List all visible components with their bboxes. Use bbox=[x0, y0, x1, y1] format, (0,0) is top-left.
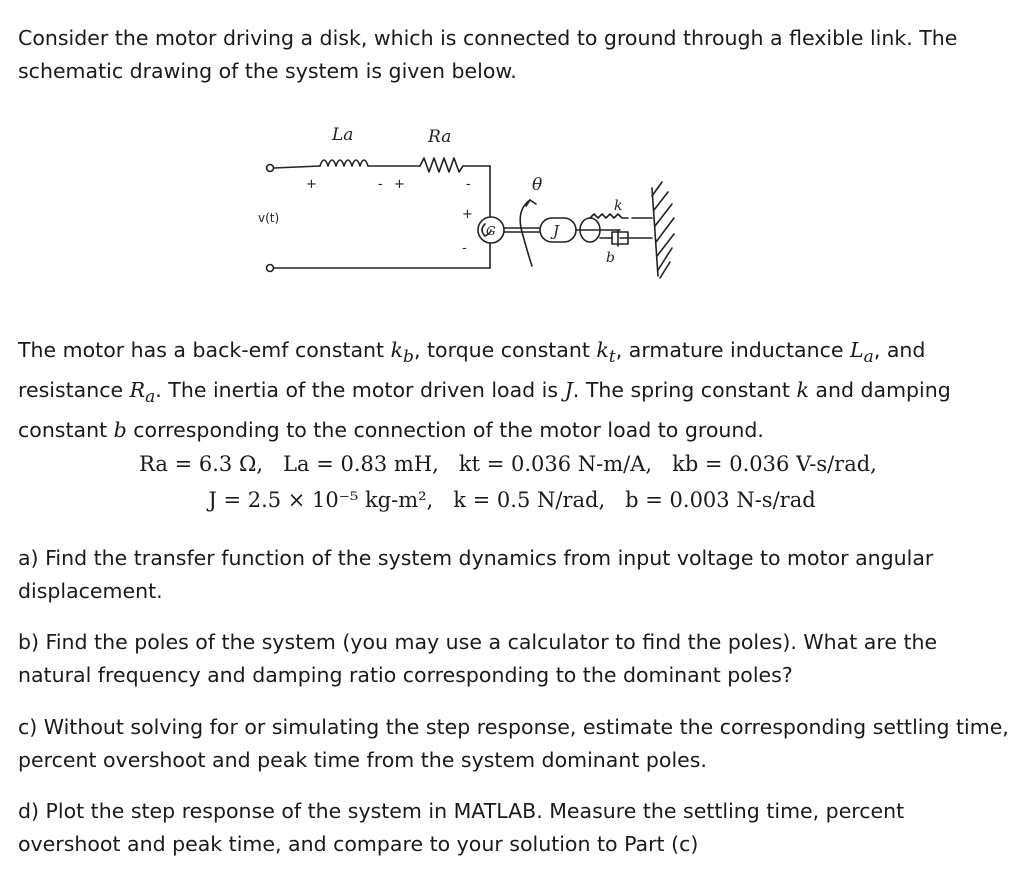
equation-line-2: J = 2.5 × 10⁻⁵ kg-m², k = 0.5 N/rad, b = 0.003 N-s/rad bbox=[208, 488, 816, 512]
label-minus2: - bbox=[466, 177, 471, 192]
motor-schematic bbox=[240, 118, 710, 290]
rotation-arrow bbox=[520, 200, 532, 266]
label-La: La bbox=[332, 125, 354, 145]
question-b: b) Find the poles of the system (you may use a calculator to find the poles). What are the natural frequency and damping ratio corresponding to the dominant poles? bbox=[18, 630, 938, 687]
symbol-k: k bbox=[796, 378, 809, 403]
parameter-equations bbox=[0, 446, 1024, 518]
spring bbox=[590, 214, 628, 218]
symbol-kt: $k_t$ bbox=[596, 338, 616, 368]
equation-line-1: Ra = 6.3 Ω, La = 0.83 mH, kt = 0.036 N-m/A, kb = 0.036 V-s/rad, bbox=[139, 452, 877, 476]
inductor-coil bbox=[320, 160, 368, 166]
symbol-J: J bbox=[564, 378, 573, 403]
description-paragraph: The motor has a back-emf constant $k_b$, torque constant $k_t$, armature inductance $L_a$, and resistance $R_a$. The inertia of the motor driven load is J. The spring constant k and damping constant b corresponding to the connection of the motor load to ground. bbox=[18, 338, 951, 443]
label-k: k bbox=[614, 198, 623, 214]
symbol-b: b bbox=[113, 418, 127, 443]
symbol-kb: $k_b$ bbox=[390, 338, 414, 368]
label-minus1: - bbox=[378, 177, 383, 192]
question-a: a) Find the transfer function of the system dynamics from input voltage to motor angular displacement. bbox=[18, 546, 934, 603]
label-plus2: + bbox=[394, 177, 405, 192]
label-minus3: - bbox=[462, 241, 467, 256]
label-G: G bbox=[486, 224, 496, 238]
top-terminal bbox=[267, 165, 274, 172]
ground-wall bbox=[652, 188, 658, 276]
bottom-terminal bbox=[267, 265, 274, 272]
symbol-Ra: $R_a$ bbox=[129, 378, 156, 408]
label-plus1: + bbox=[306, 177, 317, 192]
resistor-zigzag bbox=[420, 158, 463, 172]
label-b: b bbox=[606, 250, 615, 266]
intro-paragraph: Consider the motor driving a disk, which is connected to ground through a flexible link. The schematic drawing of the system is given below. bbox=[18, 26, 958, 83]
label-Ra: Ra bbox=[428, 127, 452, 147]
question-d: d) Plot the step response of the system in MATLAB. Measure the settling time, percent overshoot and peak time, and compare to your solution to Part (c) bbox=[18, 799, 905, 856]
label-J: J bbox=[553, 222, 560, 240]
label-theta: θ bbox=[532, 175, 543, 195]
label-vt: v(t) bbox=[258, 211, 280, 225]
label-plus3: + bbox=[462, 207, 473, 222]
symbol-La: $L_a$ bbox=[850, 338, 874, 368]
question-c: c) Without solving for or simulating the step response, estimate the corresponding settling time, percent overshoot and peak time from the system dominant poles. bbox=[18, 715, 1009, 772]
